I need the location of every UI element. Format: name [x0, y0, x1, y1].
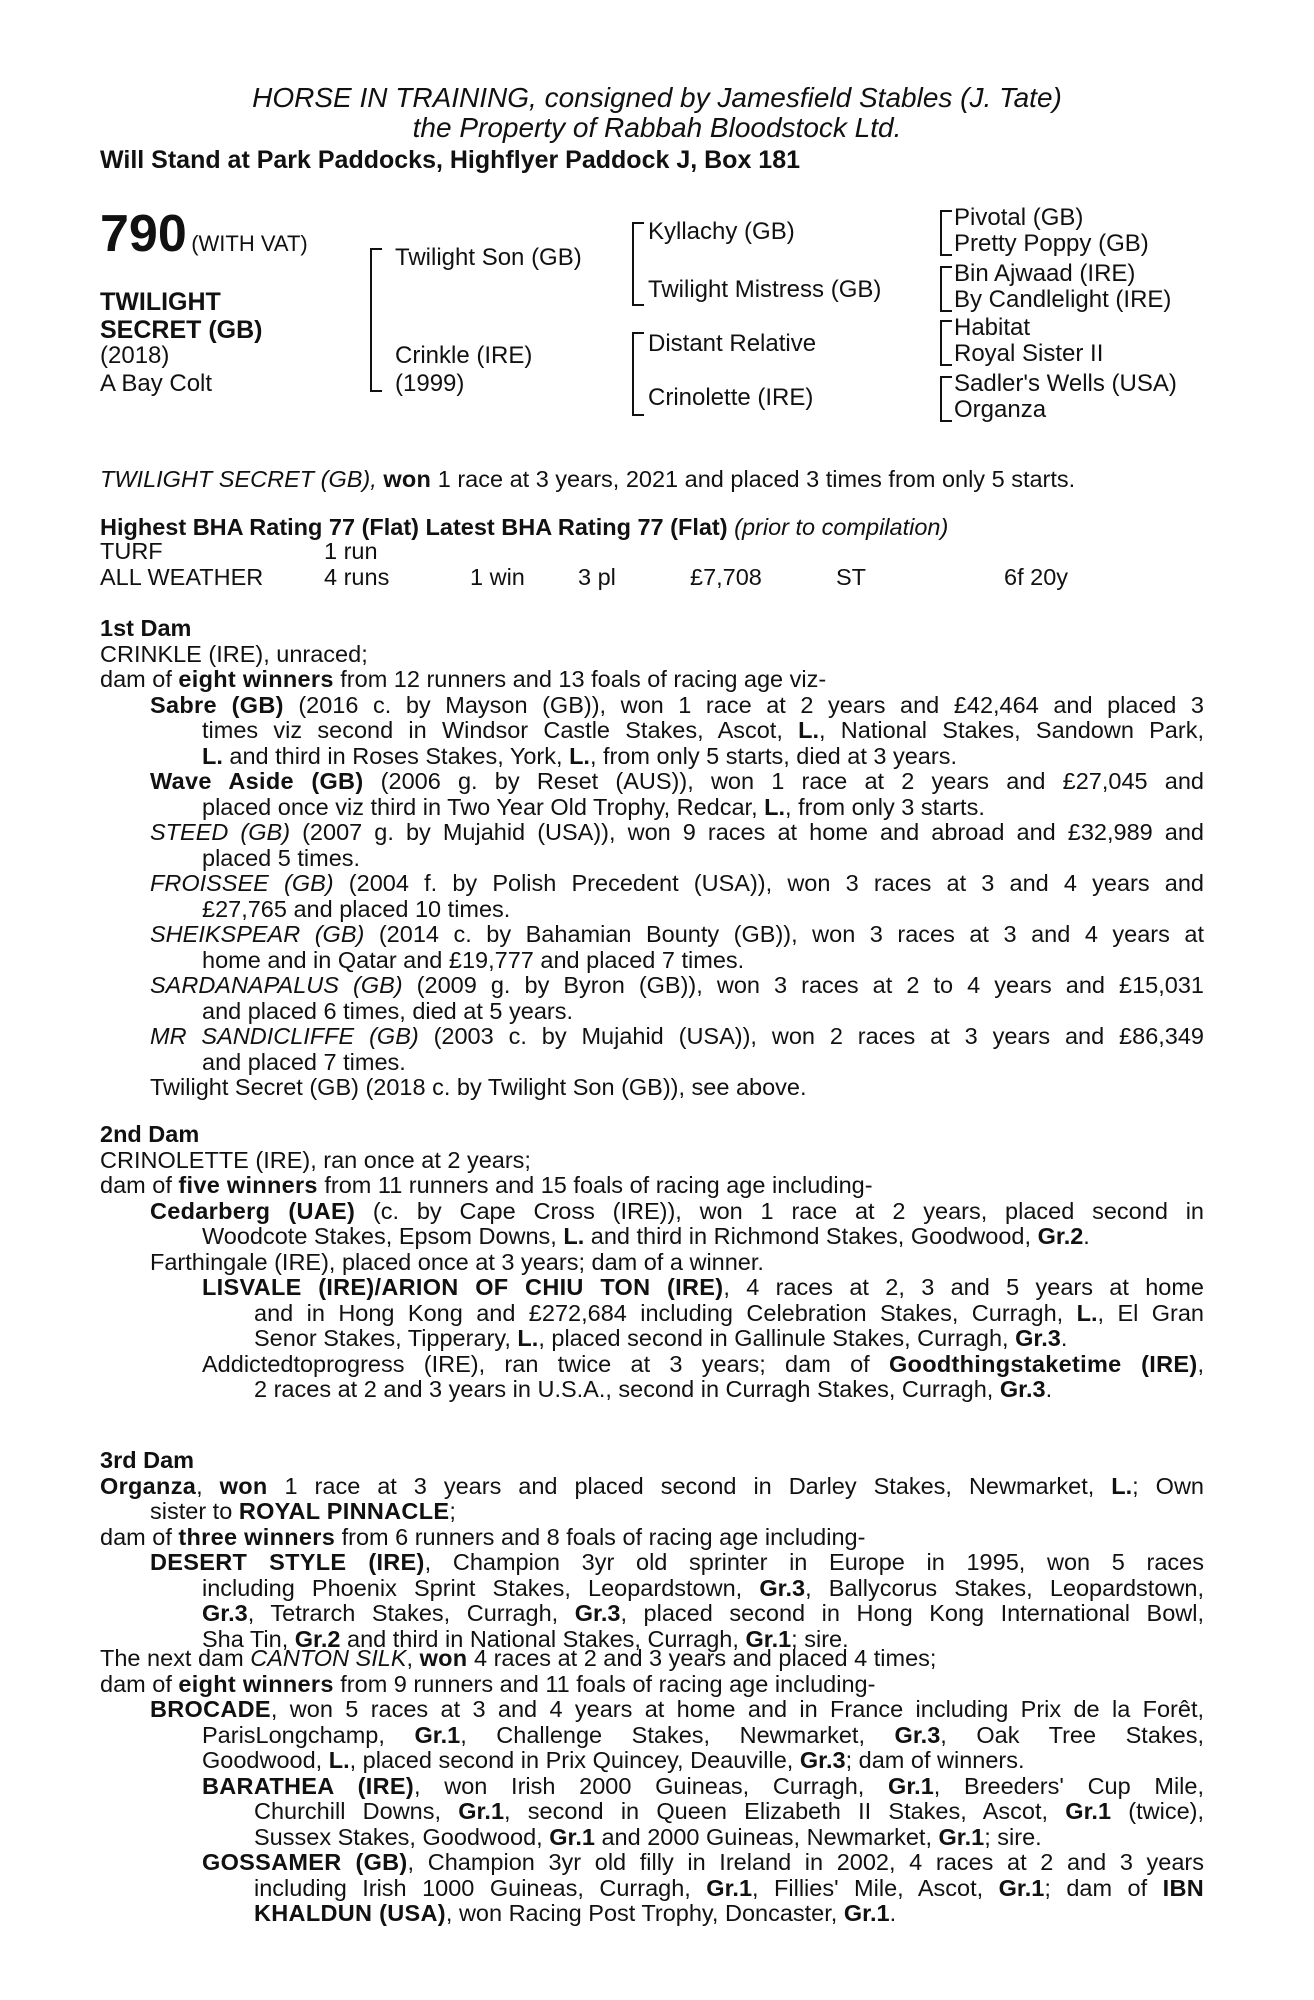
pedigree-sire-sire: Kyllachy (GB)	[648, 218, 795, 245]
aw-label: ALL WEATHER	[100, 564, 264, 590]
pedigree-sire-dam: Twilight Mistress (GB)	[648, 276, 882, 303]
first-dam-heading: 1st Dam	[100, 615, 192, 641]
produce-froissee: FROISSEE (GB) (2004 f. by Polish Precedent (USA)), won 3 races at 3 and 4 years and	[150, 870, 1205, 896]
horse-year: (2018)	[100, 342, 170, 369]
pedigree-dss: Habitat	[954, 314, 1031, 341]
first-dam-line: CRINKLE (IRE), unraced;	[100, 640, 368, 667]
summary-text: 1 race at 3 years, 2021 and placed 3 times from only 5 starts.	[437, 466, 1076, 492]
second-dam-section: 2nd Dam CRINOLETTE (IRE), ran once at 2 years; dam of five winners from 11 runners and 15 foals of racing age including- Cedarberg (UAE) (c. by Cape Cross (IRE)), won 1 race at 2 years, placed second in Woodcote Stakes, Epsom Downs, L. and third in Richmond Stakes, Goodwood, Gr.2. Farthingale (IRE), placed once at 3 years; dam of a winner. LISVALE (IRE)/ARION OF CHIU TON (IRE), 4 races at 2, 3 and 5 years at home and in Hong Kong and £272,684 including Celebration Stakes, Curragh, L., El Gran Senor Stakes, Tipperary, L., placed second in Gallinule Stakes, Curragh, Gr.3. Addictedtoprogress (IRE), ran twice at 3 years; dam of Goodthingstaketime (IRE), 2 races at 2 and 3 years in U.S.A., second in Curragh Stakes, Curragh, Gr.3.	[100, 1121, 1205, 1402]
produce-wave-aside: Wave Aside (GB) (2006 g. by Reset (AUS)), won 1 race at 2 years and £27,045 and	[150, 768, 1204, 794]
third-dam-heading: 3rd Dam	[100, 1447, 195, 1473]
pedigree-dds: Sadler's Wells (USA)	[954, 370, 1177, 397]
produce-sheikspear: SHEIKSPEAR (GB) (2014 c. by Bahamian Bounty (GB)), won 3 races at 3 and 4 years at	[150, 921, 1205, 947]
produce-lisvale: LISVALE (IRE)/ARION OF CHIU TON (IRE), 4 races at 2, 3 and 5 years at home	[202, 1274, 1204, 1300]
pedigree-dam-dam: Crinolette (IRE)	[648, 384, 814, 411]
produce-gossamer: GOSSAMER (GB), Champion 3yr old filly in Ireland in 2002, 4 races at 2 and 3 years	[202, 1849, 1204, 1875]
turf-label: TURF	[100, 538, 163, 564]
header-owner: the Property of Rabbah Bloodstock Ltd.	[412, 112, 902, 143]
pedigree-dam: Crinkle (IRE)	[395, 342, 533, 369]
brace-dam-parents	[632, 332, 644, 416]
brace-g3-1	[940, 210, 952, 256]
first-dam-section: 1st Dam CRINKLE (IRE), unraced; dam of eight winners from 12 runners and 13 foals of racing age viz- Sabre (GB) (2016 c. by Mayson (GB)), won 1 race at 2 years and £42,464 and placed 3 times viz second in Windsor Castle Stakes, Ascot, L., National Stakes, Sandown Park, L. and third in Roses Stakes, York, L., from only 5 starts, died at 3 years. Wave Aside (GB) (2006 g. by Reset (AUS)), won 1 race at 2 years and £27,045 and placed once viz third in Two Year Old Trophy, Redcar, L., from only 3 starts. STEED (GB) (2007 g. by Mujahid (USA)), won 9 races at home and abroad and £32,989 and placed 5 times. FROISSEE (GB) (2004 f. by Polish Precedent (USA)), won 3 races at 3 and 4 years and £27,765 and placed 10 times. SHEIKSPEAR (GB) (2014 c. by Bahamian Bounty (GB)), won 3 races at 3 and 4 years at home and in Qatar and £19,777 and placed 7 times. SARDANAPALUS (GB) (2009 g. by Byron (GB)), won 3 races at 2 to 4 years and £15,031 and placed 6 times, died at 5 years. MR SANDICLIFFE (GB) (2003 c. by Mujahid (USA)), won 2 races at 3 years and £86,349 and placed 7 times. Twilight Secret (GB) (2018 c. by Twilight Son (GB)), see above.	[100, 615, 1205, 1100]
vat-note: (WITH VAT)	[191, 231, 308, 256]
horse-name-line2: SECRET (GB)	[100, 316, 263, 344]
pedigree-ddd: Organza	[954, 396, 1047, 423]
rating-note: (prior to compilation)	[734, 514, 949, 540]
pedigree-dam-year: (1999)	[395, 370, 465, 397]
pedigree-sdd: By Candlelight (IRE)	[954, 286, 1172, 313]
horse-name-line1: TWILIGHT	[100, 288, 221, 316]
summary-horse-name: TWILIGHT SECRET (GB),	[100, 466, 377, 492]
brace-g3-3	[940, 320, 952, 366]
rating-values: Highest BHA Rating 77 (Flat) Latest BHA Rating 77 (Flat)	[100, 514, 728, 540]
brace-generation1	[370, 248, 382, 392]
race-summary	[100, 466, 1075, 493]
third-dam-section: 3rd Dam Organza, won 1 race at 3 years and placed second in Darley Stakes, Newmarket, L.; Own sister to ROYAL PINNACLE; dam of three winners from 6 runners and 8 foals of racing age including- DESERT STYLE (IRE), Champion 3yr old sprinter in Europe in 1995, won 5 races including Phoenix Sprint Stakes, Leopardstown, Gr.3, Ballycorus Stakes, Leopardstown, Gr.3, Tetrarch Stakes, Curragh, Gr.3, placed second in Hong Kong International Bowl, Sha Tin, Gr.2 and third in National Stakes, Curragh, Gr.1; sire.	[100, 1447, 1204, 1652]
aw-runs: 4 runs	[324, 564, 390, 590]
produce-mr-sandicliffe: MR SANDICLIFFE (GB) (2003 c. by Mujahid (USA)), won 2 races at 3 years and £86,349	[150, 1023, 1204, 1049]
produce-desert-style: DESERT STYLE (IRE), Champion 3yr old sprinter in Europe in 1995, won 5 races	[150, 1549, 1204, 1575]
header-location: Will Stand at Park Paddocks, Highflyer Paddock J, Box 181	[100, 146, 800, 174]
produce-barathea: BARATHEA (IRE), won Irish 2000 Guineas, Curragh, Gr.1, Breeders' Cup Mile,	[202, 1772, 1205, 1799]
aw-placed: 3 pl	[578, 564, 616, 590]
header-consignor: HORSE IN TRAINING, consigned by Jamesfield Stables (J. Tate)	[252, 82, 1062, 113]
produce-cedarberg: Cedarberg (UAE) (c. by Cape Cross (IRE)), won 1 race at 2 years, placed second in	[150, 1197, 1204, 1224]
second-dam-heading: 2nd Dam	[100, 1121, 200, 1147]
pedigree-ssd: Pretty Poppy (GB)	[954, 230, 1149, 257]
produce-farthingale: Farthingale (IRE), placed once at 3 years; dam of a winner.	[150, 1248, 764, 1275]
lot-number-block	[100, 204, 308, 264]
aw-prize: £7,708	[690, 564, 762, 590]
produce-twilight-secret: Twilight Secret (GB) (2018 c. by Twilight Son (GB)), see above.	[150, 1074, 807, 1100]
next-dam-section: The next dam CANTON SILK, won 4 races at 2 and 3 years and placed 4 times; dam of eight winners from 9 runners and 11 foals of racing age including- BROCADE, won 5 races at 3 and 4 years at home and in France including Prix de la Forêt, ParisLongchamp, Gr.1, Challenge Stakes, Newmarket, Gr.3, Oak Tree Stakes, Goodwood, L., placed second in Prix Quincey, Deauville, Gr.3; dam of winners. BARATHEA (IRE), won Irish 2000 Guineas, Curragh, Gr.1, Breeders' Cup Mile, Churchill Downs, Gr.1, second in Queen Elizabeth II Stakes, Ascot, Gr.1 (twice), Sussex Stakes, Goodwood, Gr.1 and 2000 Guineas, Newmarket, Gr.1; sire. GOSSAMER (GB), Champion 3yr old filly in Ireland in 2002, 4 races at 2 and 3 years including Irish 1000 Guineas, Curragh, Gr.1, Fillies' Mile, Ascot, Gr.1; dam of IBN KHALDUN (USA), won Racing Post Trophy, Doncaster, Gr.1.	[100, 1645, 1205, 1926]
first-dam-produce-line: dam of eight winners from 12 runners and 13 foals of racing age viz-	[100, 666, 827, 692]
pedigree-dam-sire: Distant Relative	[648, 330, 817, 357]
rating-line	[100, 514, 948, 541]
produce-steed: STEED (GB) (2007 g. by Mujahid (USA)), won 9 races at home and abroad and £32,989 and	[150, 819, 1204, 845]
turf-runs: 1 run	[324, 538, 378, 564]
produce-sabre: Sabre (GB) (2016 c. by Mayson (GB)), won 1 race at 2 years and £42,464 and placed 3	[150, 691, 1204, 718]
horse-description: A Bay Colt	[100, 370, 213, 397]
pedigree-sss: Pivotal (GB)	[954, 204, 1084, 231]
lot-number: 790	[100, 205, 187, 263]
brace-g3-4	[940, 376, 952, 422]
pedigree-dsd: Royal Sister II	[954, 340, 1104, 367]
produce-brocade: BROCADE, won 5 races at 3 and 4 years at home and in France including Prix de la Forêt,	[150, 1696, 1204, 1722]
produce-sardanapalus: SARDANAPALUS (GB) (2009 g. by Byron (GB)), won 3 races at 2 to 4 years and £15,031	[150, 972, 1204, 998]
brace-g3-2	[940, 266, 952, 312]
aw-wins: 1 win	[470, 564, 525, 590]
aw-surface: ST	[836, 564, 867, 590]
summary-won: won	[383, 466, 432, 492]
pedigree-sds: Bin Ajwaad (IRE)	[954, 260, 1136, 287]
produce-addictedtoprogress: Addictedtoprogress (IRE), ran twice at 3 years; dam of Goodthingstaketime (IRE),	[202, 1350, 1205, 1377]
pedigree-sire: Twilight Son (GB)	[395, 244, 582, 271]
brace-sire-parents	[632, 222, 644, 306]
aw-distance: 6f 20y	[1004, 564, 1069, 590]
